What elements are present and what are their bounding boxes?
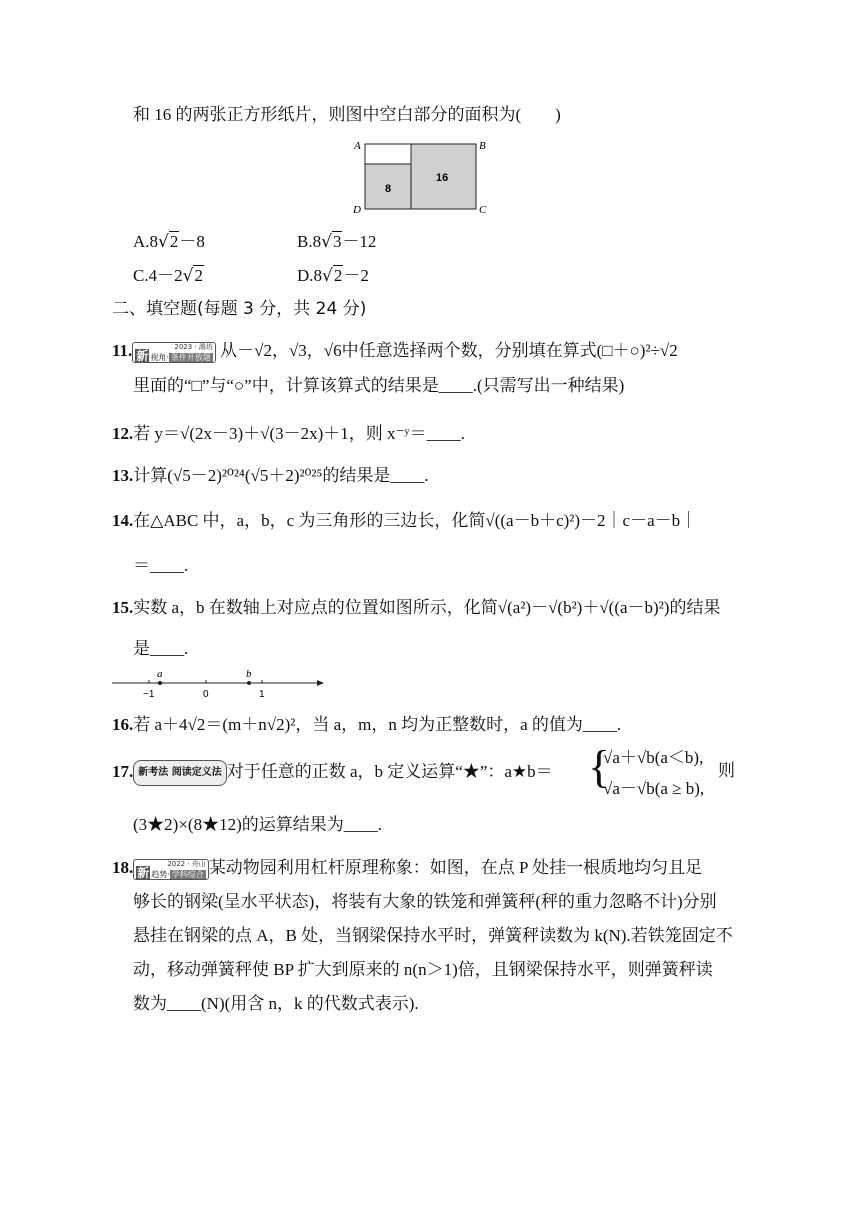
q11-text: 从－√2，√3，√6中任意选择两个数，分别填在算式(□＋○)²÷√2 xyxy=(220,341,678,360)
q13-number: 13. xyxy=(112,466,134,485)
q17-line2: (3★2)×(8★12)的运算结果为____. xyxy=(133,815,382,834)
q18-badge-tag: 学科综合 xyxy=(171,869,204,879)
option-a-suffix: －8 xyxy=(179,232,205,251)
q11-badge: 2023 · 潍坊 新 视角· 条件开放题 xyxy=(132,342,216,363)
q12-text: 若 y＝√(2x－3)＋√(3－2x)＋1，则 x⁻ʸ＝____. xyxy=(133,424,465,443)
tick-neg1: −1 xyxy=(143,689,155,700)
option-a-radicand: 2 xyxy=(169,232,179,251)
q11-line2: 里面的“□”与“○”中，计算该算式的结果是____.(只需写出一种结果) xyxy=(133,376,625,395)
option-c[interactable]: C.4－2√2 xyxy=(133,266,203,286)
question-intro xyxy=(133,104,561,126)
option-a-prefix: A.8 xyxy=(133,232,159,251)
point-a-dot xyxy=(158,681,162,685)
small-square-label: 8 xyxy=(385,183,392,195)
point-b-dot xyxy=(247,681,251,685)
q18-line-2: 够长的钢梁(呈水平状态)，将装有大象的铁笼和弹簧秤(秤的重力忽略不计)分别 xyxy=(133,892,717,911)
q18-badge: 2022 · 舟山 新 趋势· 学科综合 xyxy=(133,859,209,880)
q16-number: 16. xyxy=(112,715,134,734)
q18-badge-mid: 趋势 xyxy=(151,869,168,879)
q12-number: 12. xyxy=(112,424,134,443)
q17-badge: 新考法 阅读定义法 xyxy=(133,760,226,786)
corner-a: A xyxy=(354,140,361,152)
q11-badge-top: 2023 · 潍坊 xyxy=(174,342,213,351)
section-title: 二、填空题(每题 3 分，共 24 分) xyxy=(112,299,367,319)
question-18 xyxy=(112,857,702,880)
tick-0: 0 xyxy=(203,689,209,700)
q17-text: 对于任意的正数 a，b 定义运算“★”：a★b＝ xyxy=(226,761,553,781)
option-b-suffix: －12 xyxy=(342,232,377,251)
question-14 xyxy=(112,510,697,532)
corner-b: B xyxy=(479,140,486,152)
q13-text: 计算(√5－2)²⁰²⁴(√5＋2)²⁰²⁵的结果是____. xyxy=(133,466,429,485)
option-d-radicand: 2 xyxy=(333,266,343,285)
q18-badge-new: 新 xyxy=(137,865,150,880)
q18-line-5: 数为____(N)(用含 n，k 的代数式表示). xyxy=(133,994,419,1013)
question-12 xyxy=(112,423,465,445)
q17-tail: 则 xyxy=(718,761,735,780)
q14-number: 14. xyxy=(112,511,134,530)
question-16 xyxy=(112,714,621,736)
q18-line-1: 某动物园利用杠杆原理称象：如图，在点 P 处挂一根质地均匀且足 xyxy=(208,858,703,877)
option-d[interactable]: D.8√2－2 xyxy=(297,266,369,286)
blank-region xyxy=(365,144,411,164)
q15-number: 15. xyxy=(112,598,134,617)
question-17 xyxy=(112,760,553,786)
option-b-radicand: 3 xyxy=(332,232,342,251)
q15-line2: 是____. xyxy=(133,639,189,658)
option-b-prefix: B.8 xyxy=(297,232,322,251)
option-b[interactable]: B.8√3－12 xyxy=(297,232,377,252)
intro-text: 和 16 的两张正方形纸片，则图中空白部分的面积为( ) xyxy=(133,105,561,124)
q18-line-4: 动，移动弹簧秤使 BP 扩大到原来的 n(n＞1)倍，且钢梁保持水平，则弹簧秤读 xyxy=(133,960,713,979)
q18-line-3: 悬挂在钢梁的点 A，B 处，当钢梁保持水平时，弹簧秤读数为 k(N).若铁笼固定不 xyxy=(133,926,733,945)
q11-badge-new: 新 xyxy=(136,348,149,363)
question-11 xyxy=(112,340,678,363)
option-c-prefix: C.4－2 xyxy=(133,266,183,285)
q16-text: 若 a＋4√2＝(m＋n√2)²，当 a，m，n 均为正整数时，a 的值为____. xyxy=(133,715,622,734)
squares-figure xyxy=(352,138,502,218)
q17-case1: √a＋√b(a＜b), xyxy=(603,748,704,767)
q14-line2: ＝____. xyxy=(133,556,189,575)
question-15 xyxy=(112,597,720,619)
q17-case2: √a－√b(a ≥ b), xyxy=(603,779,705,798)
point-a-label: a xyxy=(157,668,163,680)
q11-number: 11. xyxy=(112,341,133,360)
q17-brace: { xyxy=(588,741,611,792)
option-d-prefix: D.8 xyxy=(297,266,323,285)
q11-badge-tag: 条件开放题 xyxy=(170,352,211,362)
point-b-label: b xyxy=(246,668,252,680)
question-13 xyxy=(112,465,429,487)
q14-text: 在△ABC 中，a，b，c 为三角形的三边长，化简√((a－b＋c)²)－2｜c－a－b｜ xyxy=(133,511,698,530)
large-square-label: 16 xyxy=(436,172,449,184)
option-d-suffix: －2 xyxy=(343,266,369,285)
q11-badge-mid: 视角 xyxy=(150,352,167,362)
option-a[interactable]: A.8√2－8 xyxy=(133,232,205,252)
number-line xyxy=(112,666,327,700)
corner-c: C xyxy=(479,204,487,216)
q18-number: 18. xyxy=(112,858,134,877)
q18-badge-top: 2022 · 舟山 xyxy=(167,859,206,868)
corner-d: D xyxy=(353,204,361,216)
q17-number: 17. xyxy=(112,761,134,781)
option-c-radicand: 2 xyxy=(194,266,203,285)
q15-text: 实数 a，b 在数轴上对应点的位置如图所示，化简√(a²)－√(b²)＋√((a－b)²)的结果 xyxy=(133,598,721,617)
tick-1: 1 xyxy=(259,689,265,700)
